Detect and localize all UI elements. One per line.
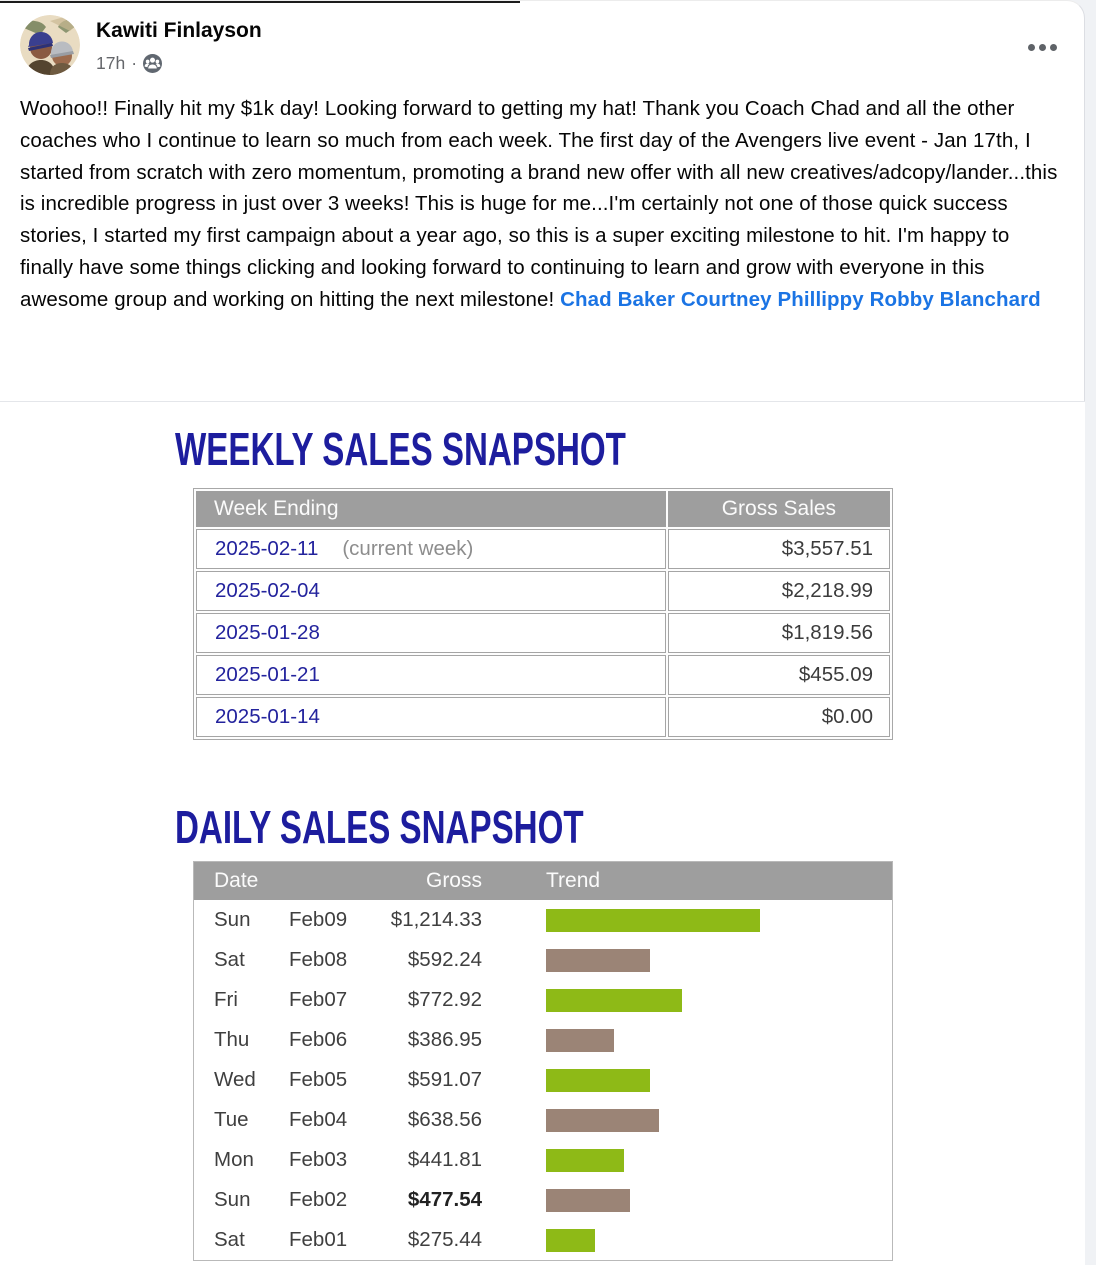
post-meta [96,53,162,74]
daily-gross-value: $1,214.33 [390,908,482,931]
gross-sales-cell: $3,557.51 [668,529,890,569]
weekly-header-row [196,491,890,527]
day-of-week: Mon [214,1148,254,1171]
trend-bar [546,1229,595,1252]
current-week-note: (current week) [342,537,474,560]
weekly-col-week-ending: Week Ending [196,491,666,527]
daily-col-trend: Trend [546,869,601,892]
daily-table-row [194,1100,892,1140]
gross-sales-cell: $0.00 [668,697,890,737]
weekly-table-row [196,529,890,569]
sales-snapshot-image[interactable] [0,402,1085,1265]
daily-table-row [194,1020,892,1060]
daily-table-row [194,940,892,980]
daily-gross-value: $591.07 [407,1068,482,1091]
week-ending-cell [196,697,666,737]
weekly-table-body [196,529,890,737]
trend-cell [514,909,892,932]
day-of-week: Sat [214,948,245,971]
trend-bar [546,1069,650,1092]
trend-bar [546,1189,630,1212]
trend-cell [514,1109,892,1132]
post-options-button[interactable] [1018,29,1066,65]
weekly-table-row [196,571,890,611]
trend-cell [514,1229,892,1252]
trend-bar [546,949,650,972]
trend-bar [546,1109,659,1132]
day-of-week: Sat [214,1228,245,1251]
weekly-table-row [196,613,890,653]
date-label: Feb03 [289,1148,348,1171]
daily-gross-value: $638.56 [407,1108,482,1131]
author-name[interactable]: Kawiti Finlayson [96,19,262,42]
daily-table-row [194,1140,892,1180]
meta-separator: · [131,53,138,73]
week-ending-date: 2025-01-28 [215,621,320,644]
date-label: Feb01 [289,1228,348,1251]
daily-gross-value: $441.81 [407,1148,482,1171]
daily-gross-value: $275.44 [407,1228,482,1251]
date-label: Feb07 [289,988,348,1011]
window-edge-artifact [0,1,520,3]
trend-bar [546,1029,614,1052]
date-label: Feb02 [289,1188,348,1211]
date-label: Feb09 [289,908,348,931]
daily-gross-value: $477.54 [407,1188,482,1211]
mention-link[interactable]: Courtney Phillippy [680,287,864,311]
group-icon [143,54,162,73]
mention-link[interactable]: Robby Blanchard [869,287,1041,311]
day-of-week: Sun [214,1188,251,1211]
gross-sales-cell: $1,819.56 [668,613,890,653]
daily-table-row [194,1220,892,1260]
gross-sales-cell: $2,218.99 [668,571,890,611]
daily-sales-table [193,861,893,1261]
daily-table-row [194,980,892,1020]
ellipsis-icon [1039,44,1046,51]
day-of-week: Tue [214,1108,249,1131]
ellipsis-icon [1028,44,1035,51]
daily-gross-value: $592.24 [407,948,482,971]
trend-cell [514,949,892,972]
daily-sales-title: DAILY SALES SNAPSHOT [175,801,584,853]
date-label: Feb06 [289,1028,348,1051]
daily-gross-value: $386.95 [407,1028,482,1051]
weekly-table-row [196,655,890,695]
trend-cell [514,1069,892,1092]
day-of-week: Sun [214,908,251,931]
weekly-table-row [196,697,890,737]
trend-cell [514,1029,892,1052]
daily-table-body [194,900,892,1260]
trend-bar [546,1149,624,1172]
weekly-col-gross-sales: Gross Sales [668,491,890,527]
ellipsis-icon [1050,44,1057,51]
daily-col-gross: Gross [425,869,482,892]
week-ending-cell [196,571,666,611]
weekly-sales-table [193,488,893,740]
trend-bar [546,909,760,932]
weekly-sales-title: WEEKLY SALES SNAPSHOT [175,423,626,475]
daily-table-row [194,900,892,940]
avatar-photo [20,15,80,75]
day-of-week: Fri [214,988,238,1011]
week-ending-date: 2025-02-04 [215,579,320,602]
date-label: Feb04 [289,1108,348,1131]
week-ending-date: 2025-02-11 [215,537,319,560]
week-ending-date: 2025-01-21 [215,663,320,686]
daily-table-row [194,1180,892,1220]
daily-header-row [194,862,892,900]
day-of-week: Thu [214,1028,250,1051]
mention-links-container [560,288,1041,311]
week-ending-cell [196,613,666,653]
day-of-week: Wed [214,1068,256,1091]
daily-col-date: Date [214,869,259,892]
week-ending-date: 2025-01-14 [215,705,320,728]
trend-cell [514,989,892,1012]
date-label: Feb05 [289,1068,348,1091]
timestamp[interactable]: 17h [96,53,126,73]
gross-sales-cell: $455.09 [668,655,890,695]
daily-table-row [194,1060,892,1100]
week-ending-cell [196,529,666,569]
post-body-text: Woohoo!! Finally hit my $1k day! Looking forward to getting my hat! Thank you Coach Chad and all the other coaches who I continue to learn so much from each week. The first day of the Avengers live event - Jan 17th, I started from scratch with zero momentum, promoting a brand new offer with all new creatives/adcopy/lander...this is incredible progress in just over 3 weeks! This is huge for me...I'm certainly not one of those quick success stories, I started my first campaign about a year ago, so this is a super exciting milestone to hit. I'm happy to finally have some things clicking and looking forward to continuing to learn and grow with everyone in this awesome group and working on hitting the next milestone! [20,97,1058,311]
week-ending-cell [196,655,666,695]
daily-gross-value: $772.92 [407,988,482,1011]
trend-cell [514,1189,892,1212]
mention-link[interactable]: Chad Baker [560,287,676,311]
trend-bar [546,989,682,1012]
trend-cell [514,1149,892,1172]
date-label: Feb08 [289,948,348,971]
avatar[interactable] [20,15,80,75]
post-body [20,93,1066,316]
